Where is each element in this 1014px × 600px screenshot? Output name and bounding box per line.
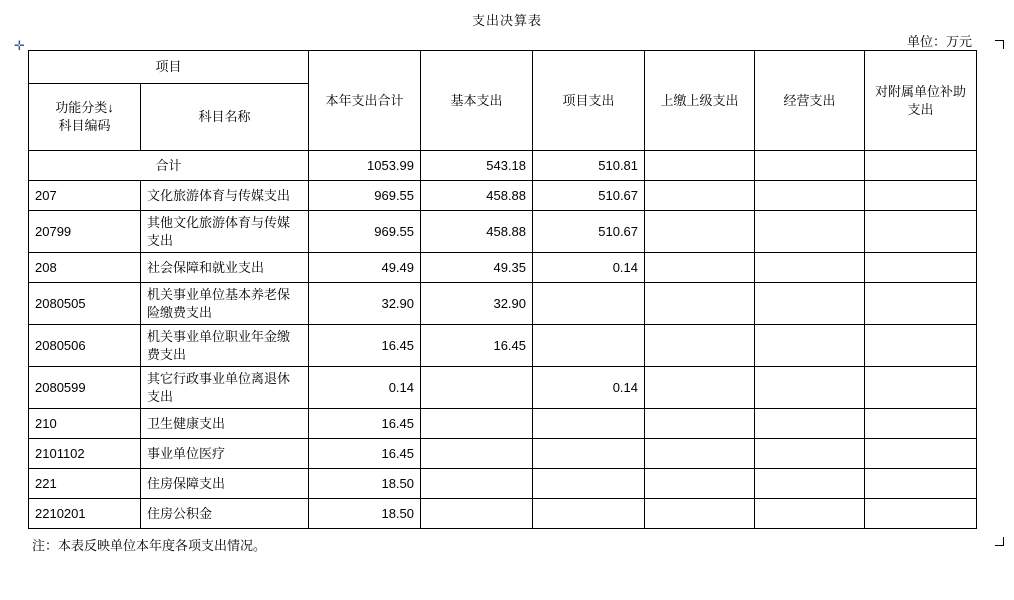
- row-code: 2080505: [29, 283, 141, 325]
- table-corner-top-right: [995, 40, 1004, 49]
- row-value-basic: 458.88: [421, 211, 533, 253]
- row-value-subsidy: [865, 439, 977, 469]
- header-code-line1: 功能分类↓: [55, 100, 114, 116]
- row-value-basic: [421, 367, 533, 409]
- row-value-subsidy: [865, 325, 977, 367]
- total-value-operating: [755, 151, 865, 181]
- row-value-operating: [755, 325, 865, 367]
- row-value-subsidy: [865, 181, 977, 211]
- row-code: 2101102: [29, 439, 141, 469]
- expenditure-table: [28, 50, 977, 529]
- row-value-basic: [421, 499, 533, 529]
- row-value-remit: [645, 499, 755, 529]
- row-value-basic: 16.45: [421, 325, 533, 367]
- row-value-project: 0.14: [533, 253, 645, 283]
- total-value-basic: 543.18: [421, 151, 533, 181]
- row-value-remit: [645, 253, 755, 283]
- row-name: 机关事业单位职业年金缴费支出: [141, 325, 309, 367]
- row-value-subsidy: [865, 283, 977, 325]
- row-value-total: 969.55: [309, 181, 421, 211]
- table-row: [29, 283, 977, 325]
- table-row: [29, 325, 977, 367]
- table-row: [29, 253, 977, 283]
- row-code: 210: [29, 409, 141, 439]
- row-value-basic: 458.88: [421, 181, 533, 211]
- row-value-remit: [645, 325, 755, 367]
- row-value-remit: [645, 409, 755, 439]
- row-value-project: [533, 325, 645, 367]
- row-value-operating: [755, 283, 865, 325]
- table-note: 注：本表反映单位本年度各项支出情况。: [32, 538, 267, 553]
- row-value-remit: [645, 439, 755, 469]
- row-value-total: 18.50: [309, 469, 421, 499]
- page-title: 支出决算表: [471, 13, 542, 28]
- row-name: 其他文化旅游体育与传媒支出: [141, 211, 309, 253]
- table-row-total: [29, 151, 977, 181]
- total-value-total: 1053.99: [309, 151, 421, 181]
- row-value-remit: [645, 283, 755, 325]
- row-value-total: 18.50: [309, 499, 421, 529]
- row-value-project: 0.14: [533, 367, 645, 409]
- row-value-basic: [421, 409, 533, 439]
- row-value-subsidy: [865, 499, 977, 529]
- row-name: 住房保障支出: [141, 469, 309, 499]
- row-name: 机关事业单位基本养老保险缴费支出: [141, 283, 309, 325]
- table-row: [29, 181, 977, 211]
- row-code: 20799: [29, 211, 141, 253]
- row-code: 207: [29, 181, 141, 211]
- header-code-line2: 科目编码: [58, 118, 111, 133]
- header-col-subject-name: 科目名称: [141, 84, 309, 151]
- total-value-remit: [645, 151, 755, 181]
- header-col-remit-superior: 上缴上级支出: [645, 51, 755, 151]
- row-code: 221: [29, 469, 141, 499]
- row-code: 2080506: [29, 325, 141, 367]
- row-name: 其它行政事业单位离退休支出: [141, 367, 309, 409]
- total-value-project: 510.81: [533, 151, 645, 181]
- table-row: [29, 367, 977, 409]
- table-header-group-row: [29, 51, 977, 84]
- table-move-handle-icon[interactable]: ✛: [14, 38, 25, 53]
- row-value-total: 16.45: [309, 409, 421, 439]
- row-name: 社会保障和就业支出: [141, 253, 309, 283]
- row-value-project: [533, 499, 645, 529]
- row-value-total: 16.45: [309, 439, 421, 469]
- row-value-basic: [421, 439, 533, 469]
- table-row: [29, 439, 977, 469]
- row-value-basic: [421, 469, 533, 499]
- row-value-total: 0.14: [309, 367, 421, 409]
- row-value-project: 510.67: [533, 181, 645, 211]
- row-value-remit: [645, 211, 755, 253]
- table-row: [29, 499, 977, 529]
- row-code: 2080599: [29, 367, 141, 409]
- header-col-total: 本年支出合计: [309, 51, 421, 151]
- row-value-operating: [755, 181, 865, 211]
- row-code: 208: [29, 253, 141, 283]
- row-value-subsidy: [865, 211, 977, 253]
- row-value-total: 16.45: [309, 325, 421, 367]
- row-value-operating: [755, 499, 865, 529]
- row-value-project: 510.67: [533, 211, 645, 253]
- row-value-project: [533, 439, 645, 469]
- header-col-basic: 基本支出: [421, 51, 533, 151]
- row-value-project: [533, 409, 645, 439]
- row-name: 卫生健康支出: [141, 409, 309, 439]
- row-value-total: 32.90: [309, 283, 421, 325]
- row-value-operating: [755, 409, 865, 439]
- total-value-subsidy: [865, 151, 977, 181]
- row-value-subsidy: [865, 409, 977, 439]
- row-value-operating: [755, 439, 865, 469]
- row-value-remit: [645, 469, 755, 499]
- header-col-subsidy-affiliated: 对附属单位补助支出: [865, 51, 977, 151]
- header-group-project: 项目: [29, 51, 309, 84]
- row-value-remit: [645, 181, 755, 211]
- total-label: 合计: [29, 151, 309, 181]
- row-name: 事业单位医疗: [141, 439, 309, 469]
- table-row: [29, 409, 977, 439]
- row-value-basic: 32.90: [421, 283, 533, 325]
- header-col-project: 项目支出: [533, 51, 645, 151]
- row-value-remit: [645, 367, 755, 409]
- row-code: 2210201: [29, 499, 141, 529]
- row-value-operating: [755, 367, 865, 409]
- row-value-subsidy: [865, 367, 977, 409]
- table-corner-bottom-right: [995, 537, 1004, 546]
- row-value-operating: [755, 211, 865, 253]
- header-col-function-code: [29, 84, 141, 151]
- row-value-operating: [755, 469, 865, 499]
- row-name: 住房公积金: [141, 499, 309, 529]
- row-value-subsidy: [865, 469, 977, 499]
- row-value-operating: [755, 253, 865, 283]
- row-name: 文化旅游体育与传媒支出: [141, 181, 309, 211]
- header-col-operating: 经营支出: [755, 51, 865, 151]
- table-row: [29, 211, 977, 253]
- row-value-total: 49.49: [309, 253, 421, 283]
- row-value-project: [533, 283, 645, 325]
- row-value-total: 969.55: [309, 211, 421, 253]
- row-value-basic: 49.35: [421, 253, 533, 283]
- unit-label: 单位：万元: [906, 34, 972, 49]
- row-value-project: [533, 469, 645, 499]
- table-row: [29, 469, 977, 499]
- row-value-subsidy: [865, 253, 977, 283]
